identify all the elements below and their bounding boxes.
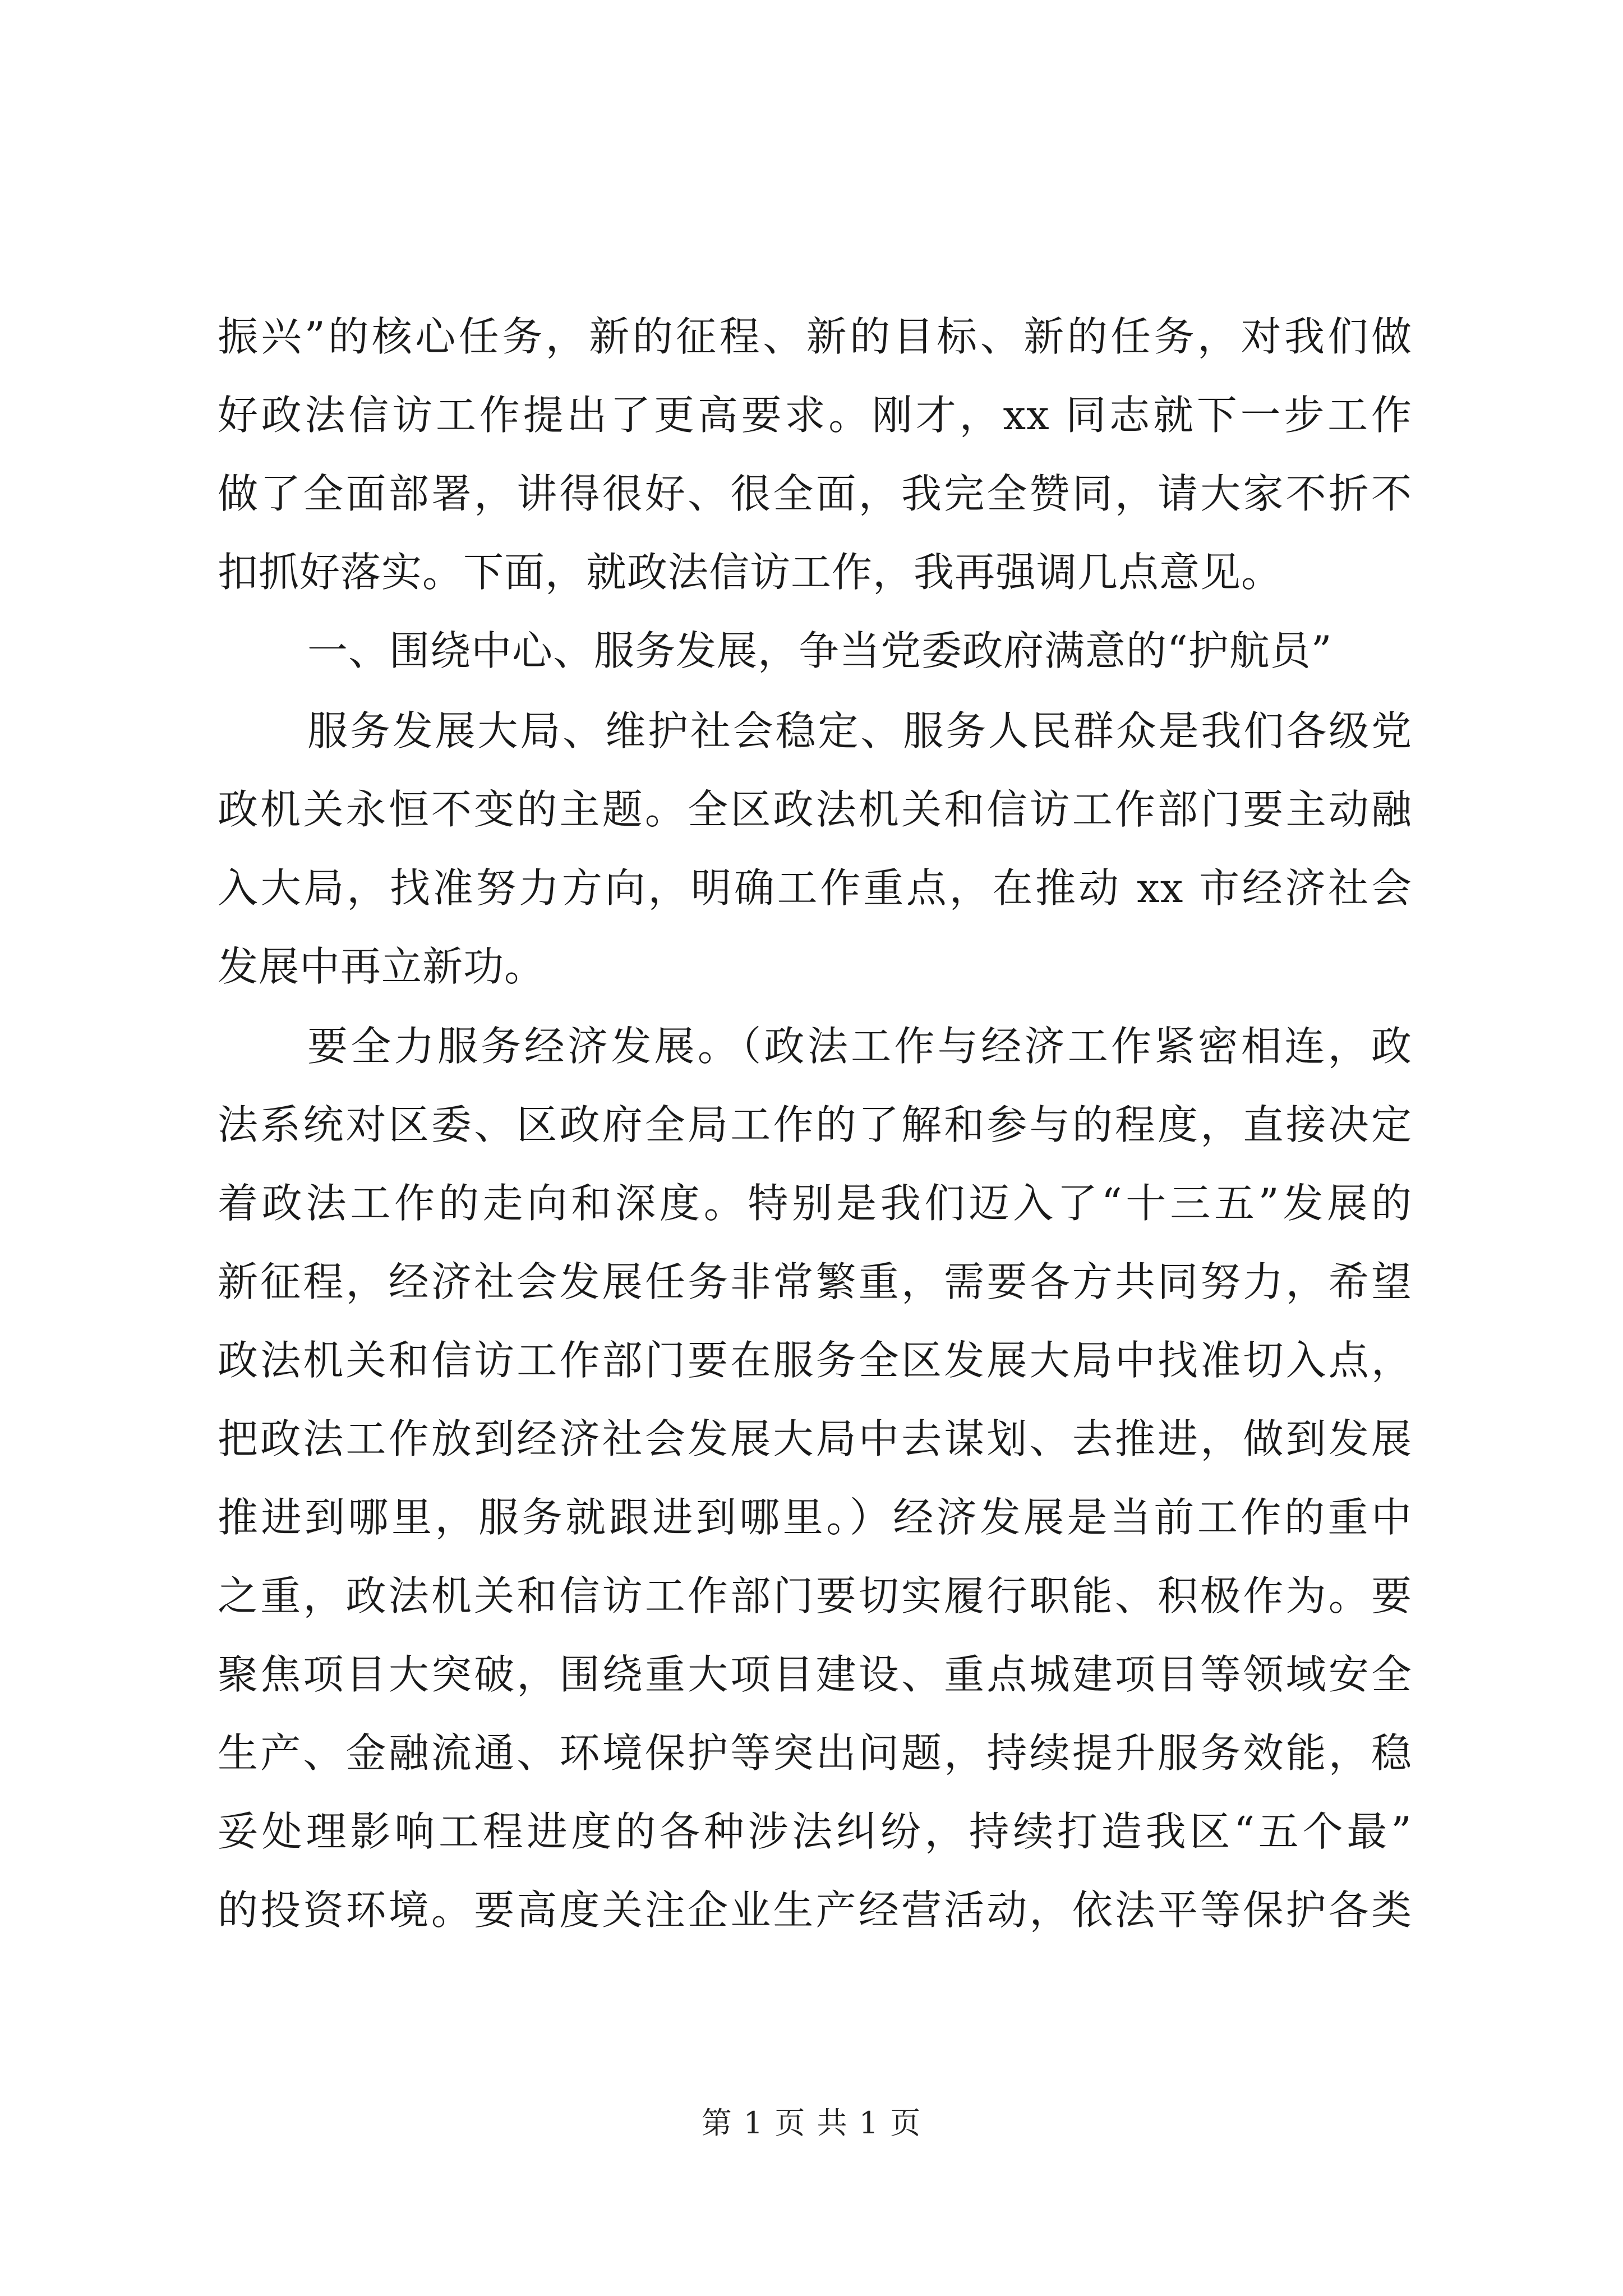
body-text-line: 发展中再立新功。 xyxy=(218,943,546,990)
body-text-line: 新征程，经济社会发展任务非常繁重，需要各方共同努力，希望 xyxy=(218,1258,1412,1305)
body-text-line: 生产、金融流通、环境保护等突出问题，持续提升服务效能，稳 xyxy=(218,1729,1412,1777)
body-text-line: 好政法信访工作提出了更高要求。刚才，xx 同志就下一步工作 xyxy=(218,392,1412,439)
body-text-line: 政机关永恒不变的主题。全区政法机关和信访工作部门要主动融 xyxy=(218,786,1412,833)
body-text-line: 妥处理影响工程进度的各种涉法纠纷，持续打造我区“五个最” xyxy=(218,1808,1412,1855)
body-text-line: 振兴”的核心任务，新的征程、新的目标、新的任务，对我们做 xyxy=(218,313,1412,360)
body-text-line: 法系统对区委、区政府全局工作的了解和参与的程度，直接决定 xyxy=(218,1101,1412,1148)
body-text-line: 做了全面部署，讲得很好、很全面，我完全赞同，请大家不折不 xyxy=(218,470,1412,517)
body-text-line: 政法机关和信访工作部门要在服务全区发展大局中找准切入点， xyxy=(218,1337,1412,1384)
body-text-line: 的投资环境。要高度关注企业生产经营活动，依法平等保护各类 xyxy=(218,1887,1412,1934)
body-text-line: 着政法工作的走向和深度。特别是我们迈入了“十三五”发展的 xyxy=(218,1180,1412,1227)
section-heading: 一、围绕中心、服务发展，争当党委政府满意的“护航员” xyxy=(307,627,1332,674)
body-text-line: 把政法工作放到经济社会发展大局中去谋划、去推进，做到发展 xyxy=(218,1415,1412,1462)
page-footer: 第 1 页 共 1 页 xyxy=(701,2105,922,2141)
body-text-line: 服务发展大局、维护社会稳定、服务人民群众是我们各级党 xyxy=(307,707,1412,754)
body-text-line: 聚焦项目大突破，围绕重大项目建设、重点城建项目等领域安全 xyxy=(218,1651,1412,1698)
body-text-line: 之重，政法机关和信访工作部门要切实履行职能、积极作为。要 xyxy=(218,1572,1412,1619)
body-text-line: 推进到哪里，服务就跟进到哪里。）经济发展是当前工作的重中 xyxy=(218,1494,1412,1541)
body-text-line: 入大局，找准努力方向，明确工作重点，在推动 xx 市经济社会 xyxy=(218,864,1412,912)
body-text-line: 扣抓好落实。下面，就政法信访工作，我再强调几点意见。 xyxy=(218,549,1283,596)
body-text-line: 要全力服务经济发展。（政法工作与经济工作紧密相连，政 xyxy=(307,1023,1412,1070)
